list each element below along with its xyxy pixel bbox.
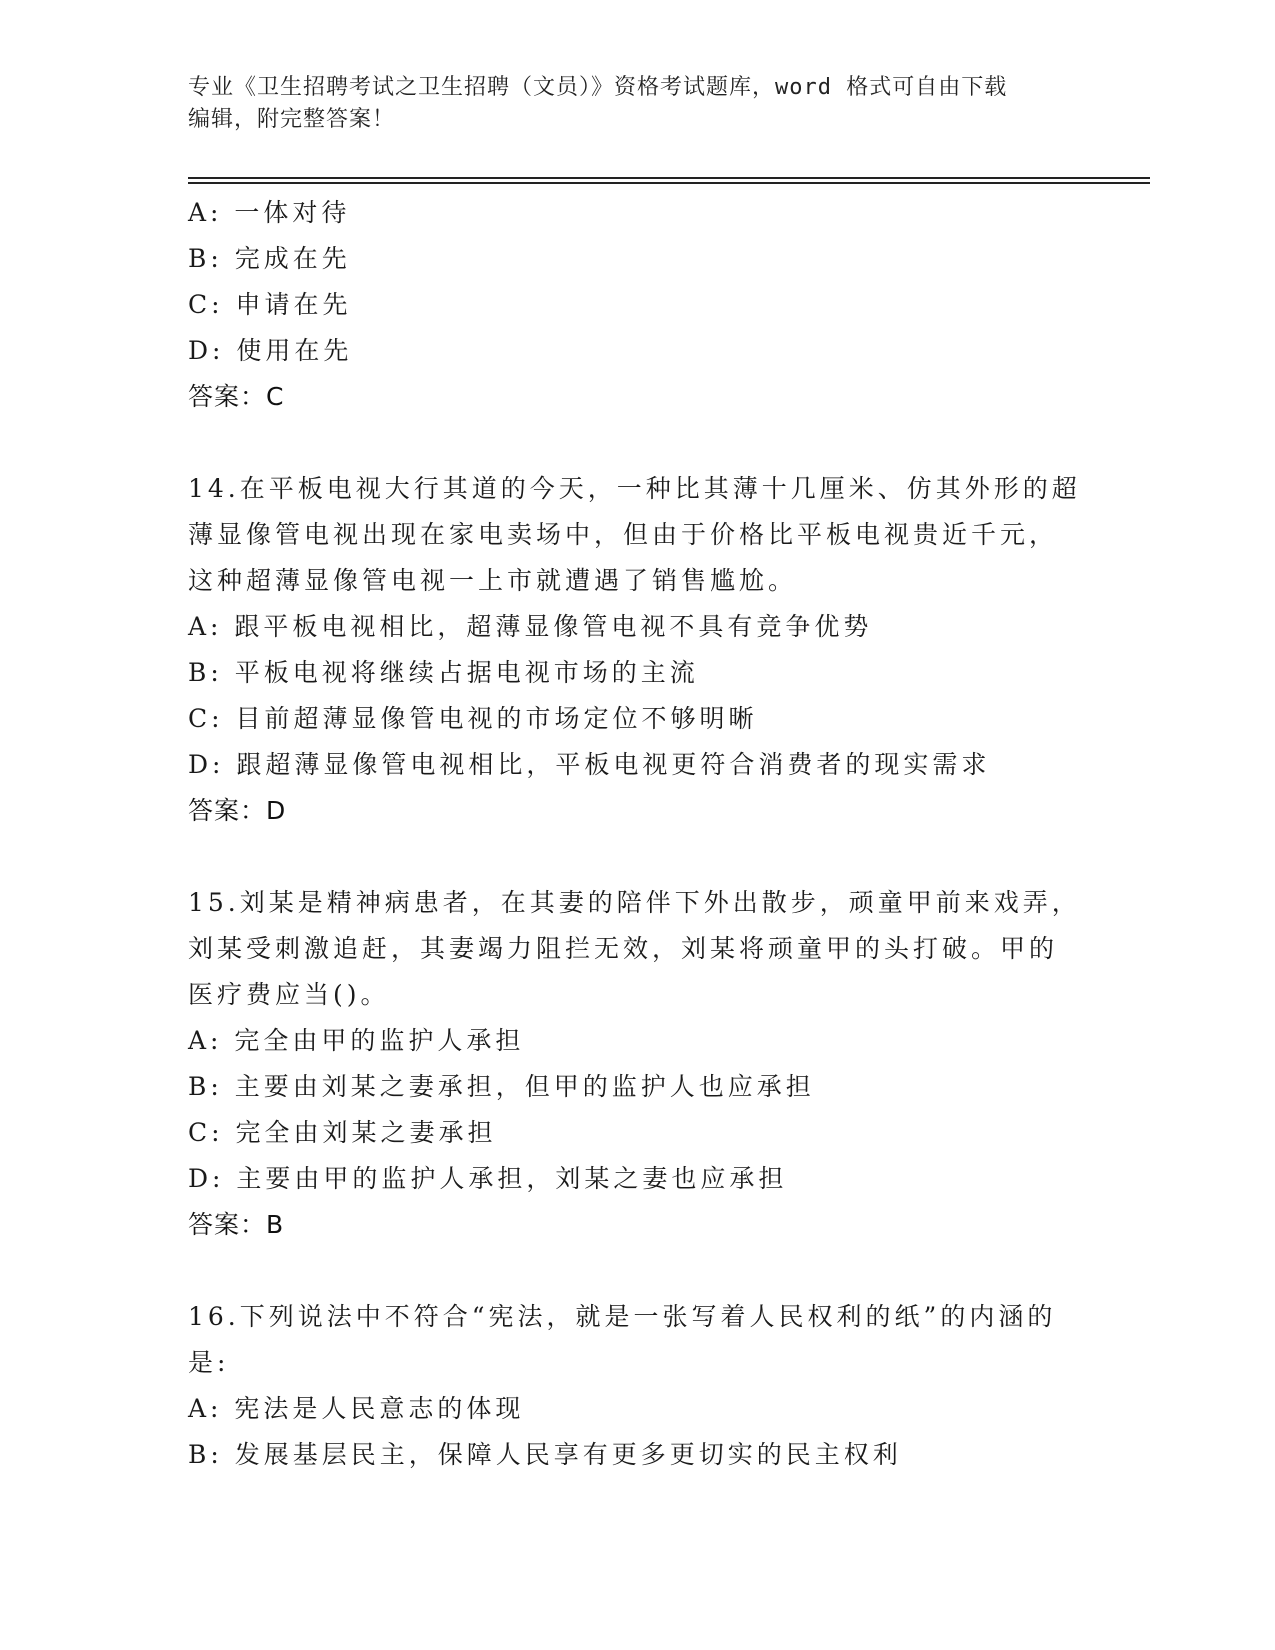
question-16	[188, 1294, 1088, 1478]
answer-line: 答案：D	[188, 796, 287, 825]
header-line-1: 专业《卫生招聘考试之卫生招聘（文员）》资格考试题库，word 格式可自由下载	[188, 75, 1008, 100]
question-content	[188, 190, 1088, 1478]
question-15	[188, 880, 1088, 1248]
document-header	[188, 72, 1088, 136]
option-c: C: 申请在先	[188, 290, 352, 319]
header-rule-bottom	[188, 182, 1150, 184]
option-c: C: 目前超薄显像管电视的市场定位不够明晰	[188, 704, 758, 733]
option-b: B: 主要由刘某之妻承担，但甲的监护人也应承担	[188, 1072, 815, 1101]
option-a: A: 一体对待	[188, 198, 351, 227]
question-stem-line: 医疗费应当()。	[188, 980, 390, 1009]
spacer	[188, 420, 1088, 466]
option-d: D: 使用在先	[188, 336, 353, 365]
question-stem-line: 15.刘某是精神病患者，在其妻的陪伴下外出散步，顽童甲前来戏弄，	[188, 888, 1081, 917]
question-stem-line: 薄显像管电视出现在家电卖场中，但由于价格比平板电视贵近千元，	[188, 520, 1059, 549]
header-line-2: 编辑，附完整答案！	[188, 107, 396, 132]
question-stem-line: 14.在平板电视大行其道的今天，一种比其薄十几厘米、仿其外形的超	[188, 474, 1081, 503]
question-stem-line: 16.下列说法中不符合“宪法，就是一张写着人民权利的纸”的内涵的	[188, 1302, 1057, 1331]
option-b: B: 完成在先	[188, 244, 351, 273]
option-d: D: 跟超薄显像管电视相比，平板电视更符合消费者的现实需求	[188, 750, 991, 779]
option-d: D: 主要由甲的监护人承担，刘某之妻也应承担	[188, 1164, 788, 1193]
question-stem-line: 这种超薄显像管电视一上市就遭遇了销售尴尬。	[188, 566, 798, 595]
option-b: B: 平板电视将继续占据电视市场的主流	[188, 658, 699, 687]
option-a: A: 完全由甲的监护人承担	[188, 1026, 525, 1055]
option-c: C: 完全由刘某之妻承担	[188, 1118, 497, 1147]
answer-line: 答案：B	[188, 1210, 285, 1239]
question-13	[188, 190, 1088, 420]
spacer	[188, 1248, 1088, 1294]
answer-line: 答案：C	[188, 382, 285, 411]
question-stem-line: 是:	[188, 1348, 230, 1377]
question-14	[188, 466, 1088, 834]
option-b: B: 发展基层民主，保障人民享有更多更切实的民主权利	[188, 1440, 902, 1469]
question-stem-line: 刘某受刺激追赶，其妻竭力阻拦无效，刘某将顽童甲的头打破。甲的	[188, 934, 1059, 963]
spacer	[188, 834, 1088, 880]
option-a: A: 宪法是人民意志的体现	[188, 1394, 525, 1423]
header-rule-top	[188, 177, 1150, 179]
option-a: A: 跟平板电视相比，超薄显像管电视不具有竞争优势	[188, 612, 873, 641]
